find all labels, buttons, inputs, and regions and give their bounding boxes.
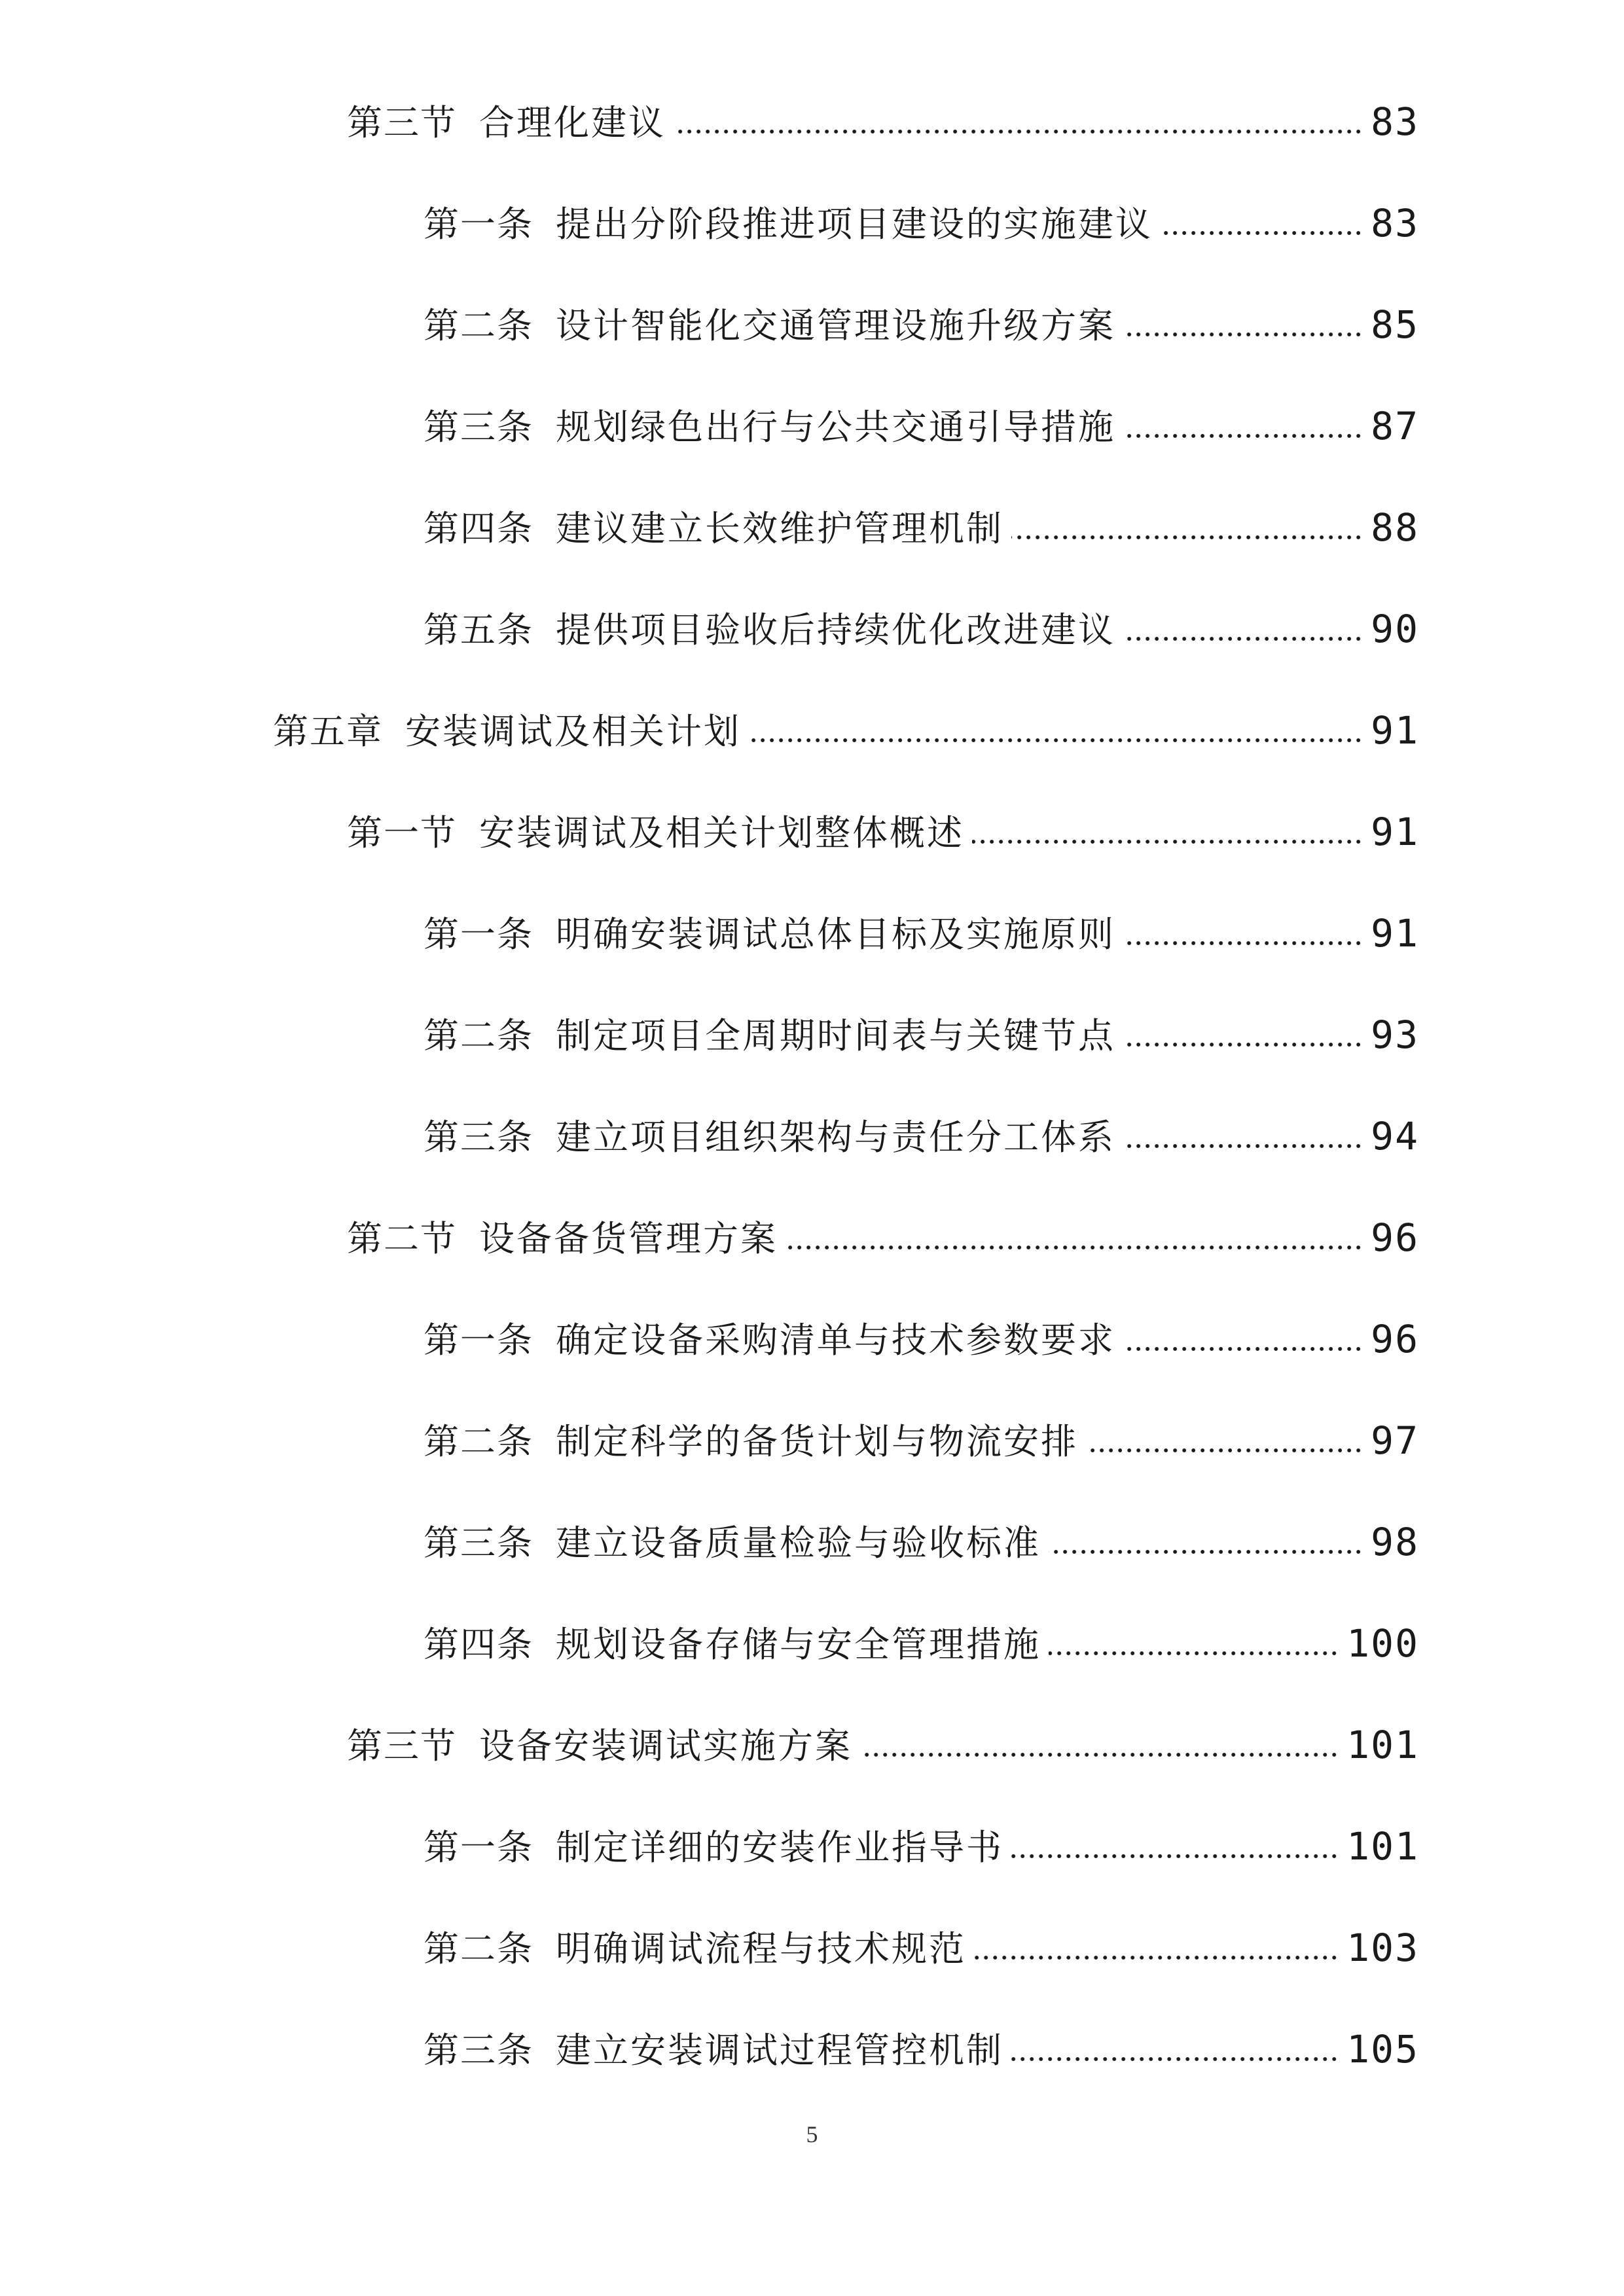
toc-entry-page: 100 — [1346, 1621, 1419, 1666]
toc-entry-page: 91 — [1371, 708, 1419, 753]
toc-dot-leader — [1049, 1549, 1363, 1554]
toc-entry-number: 第四条 — [424, 508, 533, 549]
toc-entry-number: 第二条 — [424, 305, 533, 346]
toc-dot-leader — [674, 129, 1363, 134]
toc-entry-title: 制定详细的安装作业指导书 — [556, 1827, 1003, 1868]
toc-dot-leader — [1086, 1448, 1363, 1453]
toc-entry-title: 提出分阶段推进项目建设的实施建议 — [556, 204, 1153, 245]
toc-entry[interactable] — [424, 995, 1419, 1057]
toc-dot-leader — [974, 1955, 1339, 1960]
toc-dot-leader — [1123, 1042, 1363, 1047]
toc-entry[interactable] — [424, 285, 1419, 347]
toc-entry[interactable] — [347, 1198, 1419, 1260]
toc-dot-leader — [1049, 1651, 1339, 1656]
toc-entry-page: 87 — [1371, 404, 1419, 448]
toc-entry-number: 第三节 — [347, 1725, 457, 1767]
toc-entry-page: 97 — [1371, 1418, 1419, 1463]
toc-entry[interactable] — [424, 1908, 1419, 1970]
toc-entry-page: 93 — [1371, 1013, 1419, 1057]
toc-entry-page: 105 — [1346, 2027, 1419, 2072]
toc-entry-number: 第二条 — [424, 1421, 533, 1462]
toc-entry[interactable] — [347, 1705, 1419, 1767]
toc-entry-number: 第二条 — [424, 1928, 533, 1969]
toc-entry-page: 85 — [1371, 302, 1419, 347]
toc-entry-number: 第五条 — [424, 609, 533, 651]
toc-entry-number: 第四条 — [424, 1624, 533, 1665]
toc-entry-page: 90 — [1371, 607, 1419, 651]
toc-entry-title: 建立安装调试过程管控机制 — [556, 2030, 1003, 2071]
toc-dot-leader — [1161, 230, 1363, 236]
toc-entry-page: 101 — [1346, 1824, 1419, 1869]
toc-entry[interactable] — [424, 1604, 1419, 1666]
toc-entry[interactable] — [424, 386, 1419, 448]
toc-entry-title: 明确安装调试总体目标及实施原则 — [556, 914, 1115, 955]
toc-entry-title: 合理化建议 — [479, 102, 666, 143]
toc-entry-title: 确定设备采购清单与技术参数要求 — [556, 1319, 1115, 1361]
toc-dot-leader — [785, 1245, 1363, 1250]
toc-entry-number: 第一条 — [424, 1319, 533, 1361]
toc-entry-page: 83 — [1371, 99, 1419, 144]
toc-dot-leader — [1123, 332, 1363, 337]
toc-entry-number: 第一条 — [424, 914, 533, 955]
toc-entry-number: 第一节 — [347, 812, 457, 853]
toc-entry-title: 建立设备质量检验与验收标准 — [556, 1522, 1041, 1564]
toc-entry-title: 安装调试及相关计划整体概述 — [479, 812, 964, 853]
toc-entry-page: 98 — [1371, 1520, 1419, 1564]
toc-entry-page: 88 — [1371, 505, 1419, 550]
toc-entry[interactable] — [424, 488, 1419, 550]
toc-entry[interactable] — [273, 691, 1419, 753]
toc-entry-title: 建议建立长效维护管理机制 — [556, 508, 1003, 549]
toc-dot-leader — [1123, 433, 1363, 439]
toc-entry[interactable] — [424, 1401, 1419, 1463]
toc-entry-title: 设计智能化交通管理设施升级方案 — [556, 305, 1115, 346]
toc-dot-leader — [1123, 1143, 1363, 1149]
toc-entry[interactable] — [424, 183, 1419, 245]
page-number: 5 — [806, 2121, 818, 2147]
toc-entry-title: 规划设备存储与安全管理措施 — [556, 1624, 1041, 1665]
toc-entry-number: 第三条 — [424, 1117, 533, 1158]
toc-entry-page: 96 — [1371, 1215, 1419, 1260]
toc-entry-title: 规划绿色出行与公共交通引导措施 — [556, 406, 1115, 448]
toc-entry-number: 第五章 — [273, 711, 383, 752]
toc-entry-number: 第二节 — [347, 1218, 457, 1259]
toc-entry-number: 第三条 — [424, 406, 533, 448]
toc-entry-number: 第三条 — [424, 2030, 533, 2071]
toc-dot-leader — [1123, 1346, 1363, 1352]
toc-entry[interactable] — [424, 1299, 1419, 1361]
toc-entry-number: 第二条 — [424, 1015, 533, 1056]
toc-dot-leader — [1123, 636, 1363, 641]
toc-dot-leader — [1123, 941, 1363, 946]
toc-entry-title: 建立项目组织架构与责任分工体系 — [556, 1117, 1115, 1158]
toc-entry[interactable] — [347, 792, 1419, 854]
toc-entry[interactable] — [424, 1096, 1419, 1158]
toc-entry[interactable] — [424, 893, 1419, 956]
toc-dot-leader — [860, 1752, 1339, 1757]
toc-dot-leader — [749, 738, 1363, 743]
toc-dot-leader — [1011, 535, 1363, 540]
toc-entry-title: 制定科学的备货计划与物流安排 — [556, 1421, 1078, 1462]
toc-entry-page: 94 — [1371, 1114, 1419, 1158]
toc-entry[interactable] — [424, 1806, 1419, 1869]
toc-entry-page: 103 — [1346, 1926, 1419, 1970]
toc-entry-page: 91 — [1371, 810, 1419, 854]
toc-entry-number: 第三节 — [347, 102, 457, 143]
toc-entry-page: 96 — [1371, 1317, 1419, 1361]
toc-entry[interactable] — [424, 1502, 1419, 1564]
toc-dot-leader — [1011, 2056, 1339, 2062]
toc-entry-number: 第三条 — [424, 1522, 533, 1564]
toc-entry-page: 83 — [1371, 201, 1419, 245]
toc-entry-number: 第一条 — [424, 1827, 533, 1868]
toc-entry-title: 安装调试及相关计划 — [405, 711, 741, 752]
toc-entry-page: 101 — [1346, 1723, 1419, 1767]
toc-dot-leader — [972, 839, 1363, 844]
toc-entry-title: 设备安装调试实施方案 — [479, 1725, 852, 1767]
toc-entry-title: 明确调试流程与技术规范 — [556, 1928, 966, 1969]
toc-entry-title: 提供项目验收后持续优化改进建议 — [556, 609, 1115, 651]
toc-entry-page: 91 — [1371, 911, 1419, 956]
toc-entry-title: 制定项目全周期时间表与关键节点 — [556, 1015, 1115, 1056]
toc-entry[interactable] — [424, 589, 1419, 651]
toc-entry[interactable] — [347, 82, 1419, 144]
toc-entry[interactable] — [424, 2009, 1419, 2072]
toc-entry-number: 第一条 — [424, 204, 533, 245]
toc-entry-title: 设备备货管理方案 — [479, 1218, 778, 1259]
toc-dot-leader — [1011, 1854, 1339, 1859]
